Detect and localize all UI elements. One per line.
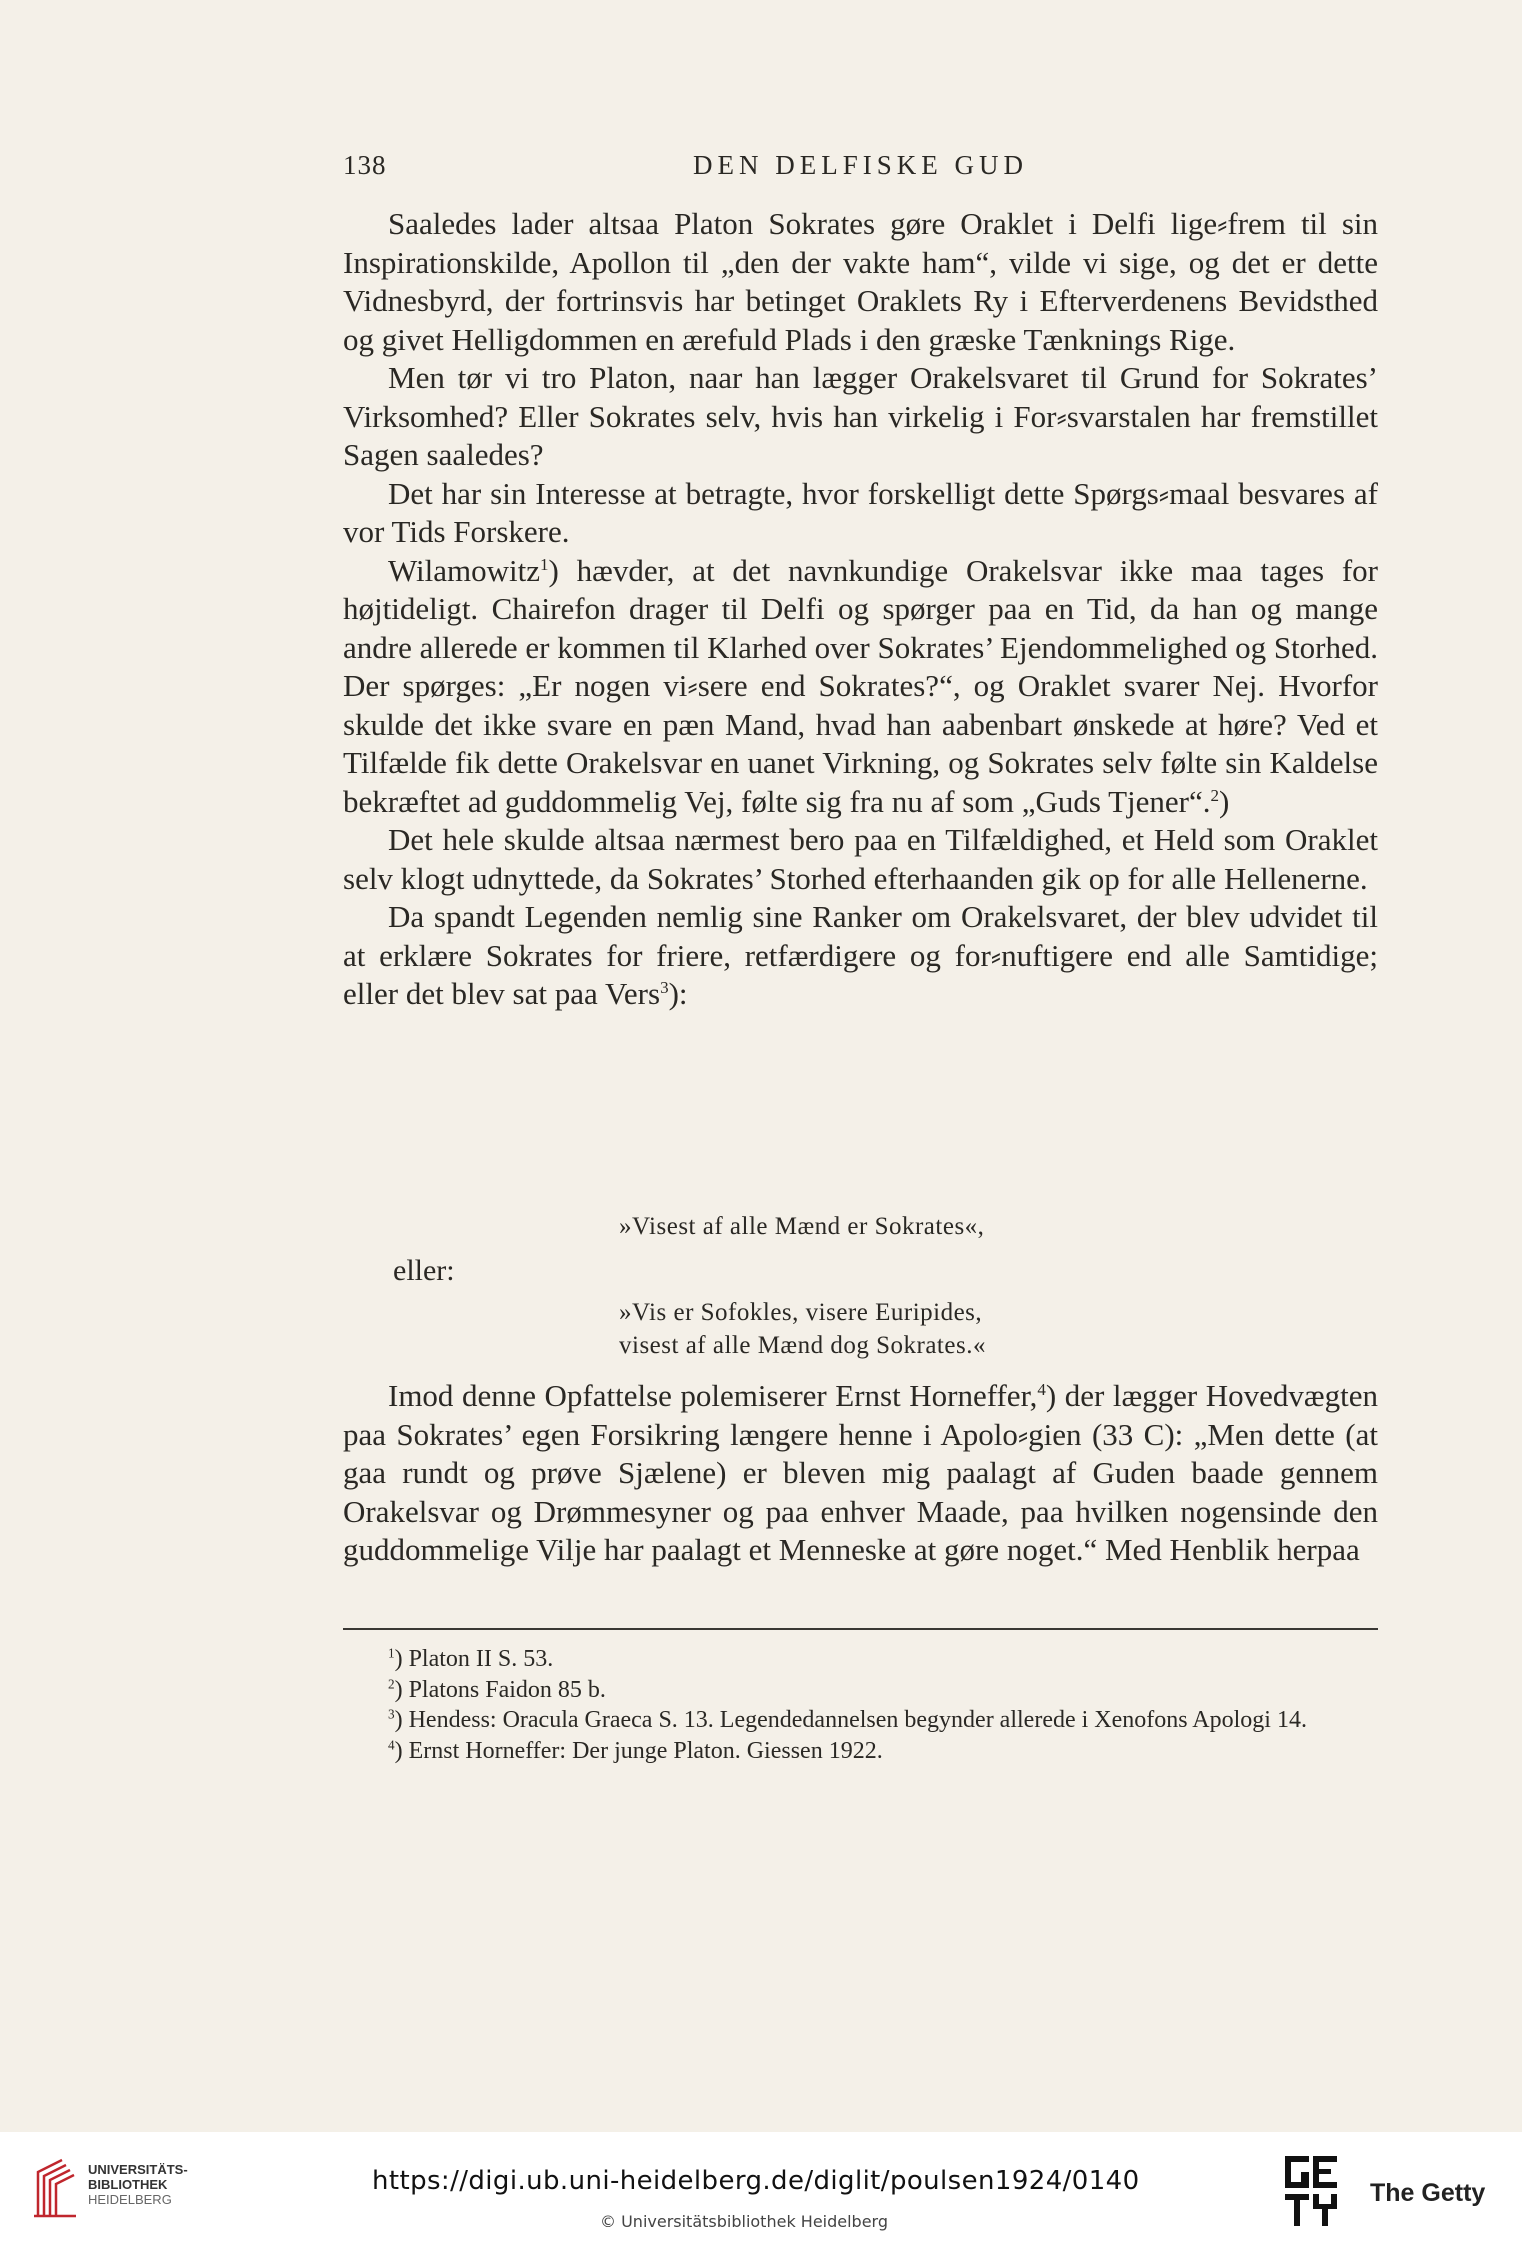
footnote-mark: 2 bbox=[388, 1675, 395, 1691]
footnote bbox=[343, 1705, 1378, 1736]
footnote-ref: 2 bbox=[1210, 785, 1220, 805]
paragraph bbox=[343, 898, 1378, 1014]
text-run: ): bbox=[668, 976, 688, 1011]
text-run: ) der lægger Hovedvægten paa Sokrates’ egen Forsikring længere henne i Apolo⸗gien (33 C): „Men dette (at gaa rundt og prøve Sjælene) er bleven mig paalagt af Guden baade gennem Orakelsvar og Drømmesyner og paa enhver Maade, paa hvilken nogensinde den guddommelige Vilje har paalagt et Menneske at gøre noget.“ Med Henblik herpaa bbox=[343, 1378, 1378, 1567]
footnotes bbox=[343, 1644, 1378, 1766]
permalink-url[interactable]: https://digi.ub.uni-heidelberg.de/diglit/poulsen1924/0140 bbox=[372, 2166, 1140, 2196]
footnote-mark: 1 bbox=[388, 1645, 395, 1661]
getty-name: The Getty bbox=[1370, 2179, 1486, 2207]
verse-line: »Vis er Sofokles, visere Euripides, bbox=[619, 1299, 983, 1326]
footnote-mark: 4 bbox=[388, 1736, 395, 1752]
text-run: Da spandt Legenden nemlig sine Ranker om Orakelsvaret, der blev udvidet til at erklære Sokrates for friere, retfærdigere og for⸗nuftigere end alle Samtidige; eller det blev sat paa Vers bbox=[343, 899, 1378, 1011]
text-run: Imod denne Opfattelse polemiserer Ernst Horneffer, bbox=[388, 1378, 1038, 1413]
footnote-ref: 4 bbox=[1037, 1379, 1046, 1399]
verse-line: visest af alle Mænd dog Sokrates.« bbox=[619, 1332, 986, 1359]
main-text-continued bbox=[343, 1377, 1378, 1570]
footnote-text: ) Platons Faidon 85 b. bbox=[394, 1676, 606, 1703]
running-title: DEN DELFISKE GUD bbox=[693, 150, 1028, 180]
paragraph: Det hele skulde altsaa nærmest bero paa en Tilfældighed, et Held som Oraklet selv klogt udnyttede, da Sokrates’ Storhed efterhaanden gik op for alle Hellenerne. bbox=[343, 822, 1378, 896]
paragraph: Saaledes lader altsaa Platon Sokrates gøre Oraklet i Delfi lige⸗frem til sin Inspirationskilde, Apollon til „den der vakte ham“, vilde vi sige, og det er dette Vidnesbyrd, der fortrinsvis har betinget Oraklets Ry i Efterverdenens Bevidsthed og givet Helligdommen en ærefuld Plads i den græske Tænknings Rige. bbox=[343, 206, 1378, 357]
library-logo-icon bbox=[32, 2158, 78, 2218]
library-name-line: HEIDELBERG bbox=[88, 2192, 172, 2207]
footnote bbox=[343, 1736, 1378, 1767]
paragraph: Men tør vi tro Platon, naar han lægger Orakelsvaret til Grund for Sokrates’ Virksomhed? Eller Sokrates selv, hvis han virkelig i For⸗svarstalen har fremstillet Sagen saaledes? bbox=[343, 360, 1378, 472]
library-name-line: BIBLIOTHEK bbox=[88, 2177, 168, 2192]
footnote-mark: 3 bbox=[388, 1706, 395, 1722]
text-run: ) bbox=[1219, 783, 1230, 819]
footnote-text: ) Ernst Horneffer: Der junge Platon. Giessen 1922. bbox=[394, 1737, 883, 1764]
text-run: ) hævder, at det navnkundige Orakelsvar ikke maa tages for højtideligt. Chairefon drager til Delfi og spørger paa en Tid, da han og mange andre allerede er kommen til Klarhed over Sokrates’ Ejendommelighed og Storhed. Der spørges: „Er nogen vi⸗sere end Sokrates?“, og Oraklet svarer Nej. Hvorfor skulde det ikke svare en pæn Mand, hvad han aabenbart ønskede at høre? Ved et Tilfælde fik dette Orakelsvar en uanet Virkning, og Sokrates selv følte sin Kaldelse bekræftet ad guddommelig Vej, følte sig fra nu af som „Guds Tjener“. bbox=[343, 552, 1379, 819]
digitization-footer bbox=[0, 2132, 1522, 2245]
footnote-divider bbox=[343, 1628, 1378, 1630]
footnote bbox=[343, 1644, 1378, 1675]
paragraph bbox=[343, 1377, 1378, 1570]
footnote bbox=[343, 1675, 1378, 1706]
footnote-ref: 1 bbox=[540, 554, 549, 574]
footnote-text: ) Platon II S. 53. bbox=[394, 1646, 554, 1672]
text-run: Wilamowitz bbox=[388, 552, 540, 588]
main-text bbox=[343, 205, 1378, 1014]
library-name-line: UNIVERSITÄTS- bbox=[88, 2162, 188, 2177]
library-name bbox=[88, 2162, 188, 2207]
verse-line: »Visest af alle Mænd er Sokrates«, bbox=[619, 1213, 985, 1240]
paragraph bbox=[343, 552, 1378, 822]
page-number: 138 bbox=[343, 150, 387, 180]
footnote-text: ) Hendess: Oracula Graeca S. 13. Legendedannelsen begynder allerede i Xenofons Apologi 14. bbox=[394, 1707, 1307, 1733]
paragraph: Det har sin Interesse at betragte, hvor forskelligt dette Spørgs⸗maal besvares af vor Tids Forskere. bbox=[343, 475, 1378, 549]
getty-logo-icon bbox=[1283, 2154, 1339, 2228]
page-header bbox=[343, 150, 1378, 184]
copyright-notice: © Universitätsbibliothek Heidelberg bbox=[600, 2212, 889, 2231]
verse-label: eller: bbox=[393, 1254, 455, 1287]
footnote-ref: 3 bbox=[660, 977, 669, 997]
